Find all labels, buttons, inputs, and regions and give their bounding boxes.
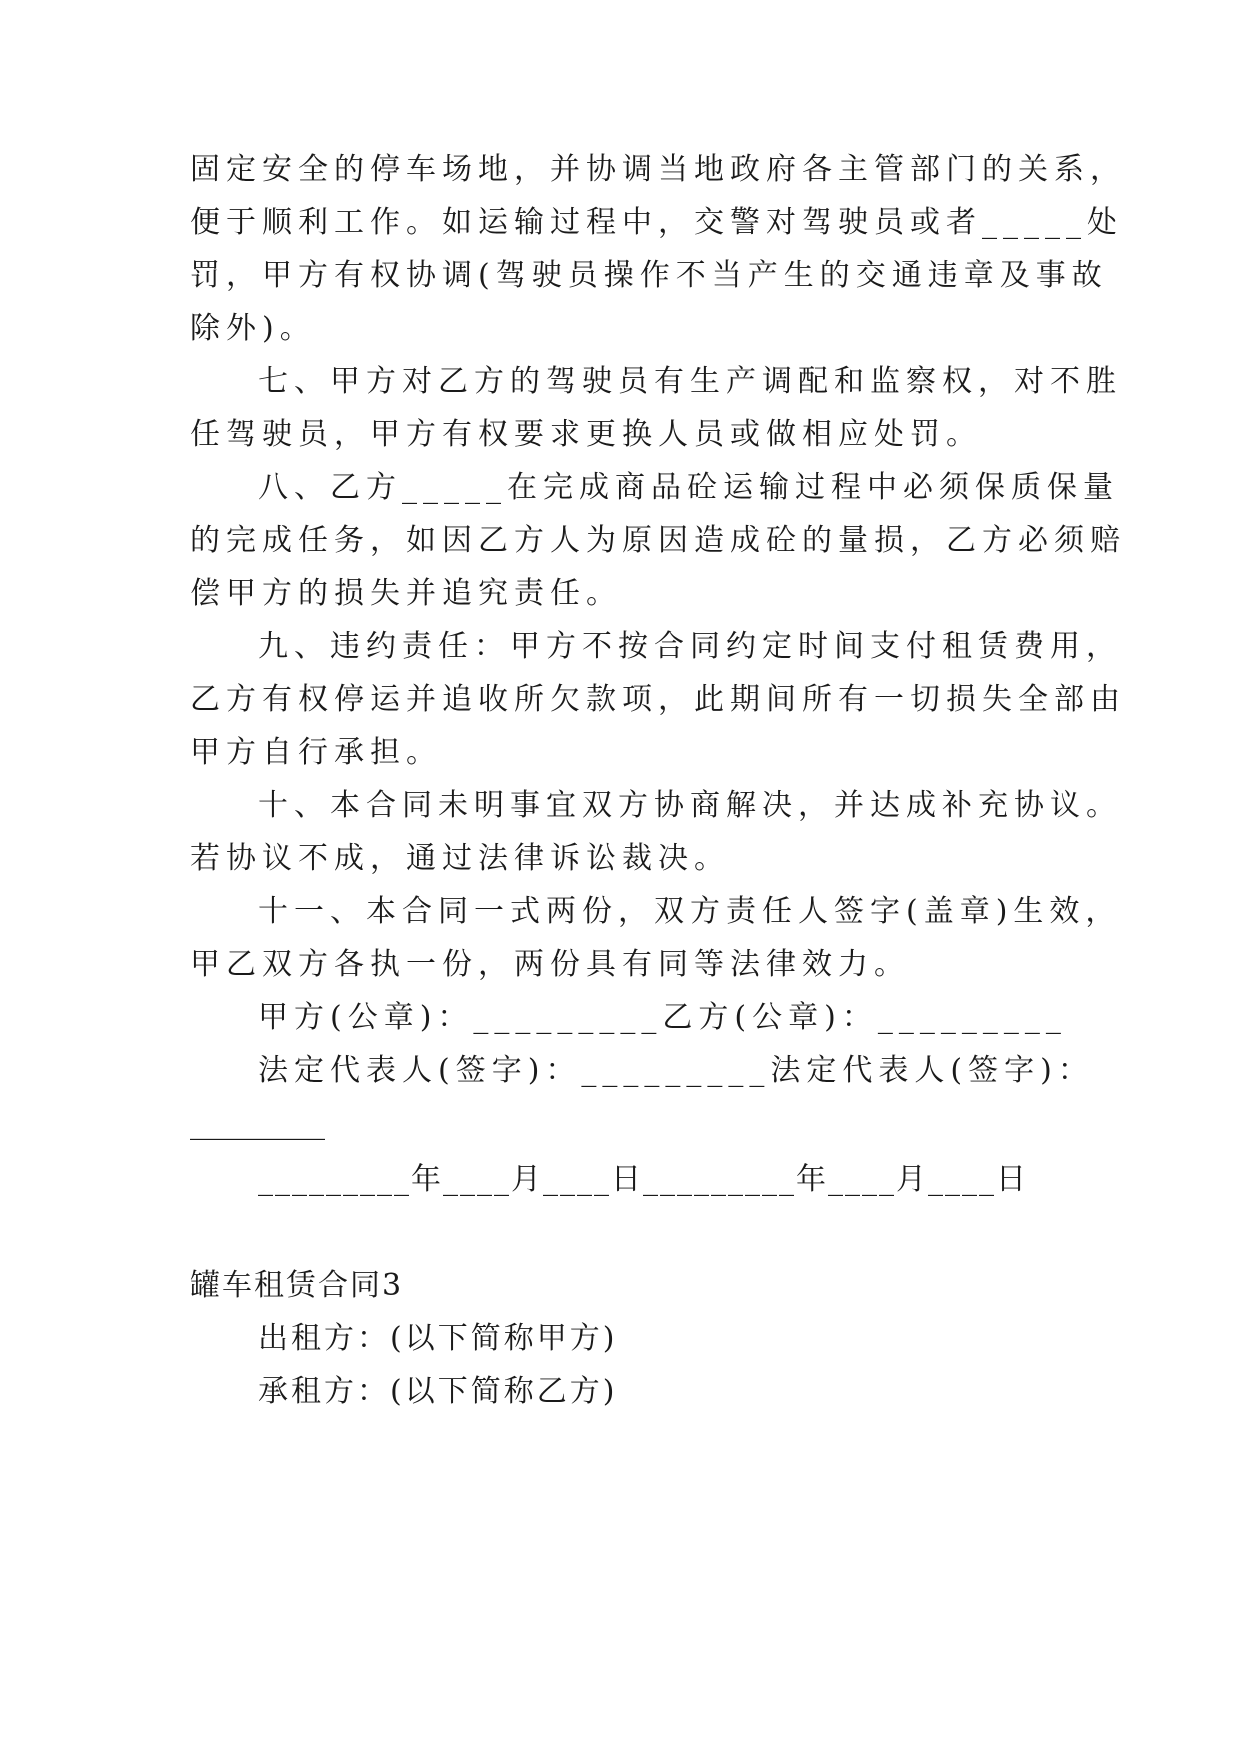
text-line-3: 罚，甲方有权协调(驾驶员操作不当产生的交通违章及事故 — [190, 258, 1108, 293]
signature-representative-line: 法定代表人(签字)：_________法定代表人(签字)： — [258, 1053, 1094, 1088]
clause-9-line-1: 九、违约责任：甲方不按合同约定时间支付租赁费用， — [258, 629, 1122, 664]
section-title: 罐车租赁合同3 — [190, 1268, 404, 1303]
text-line-4: 除外)。 — [190, 311, 316, 346]
text-line-1: 固定安全的停车场地，并协调当地政府各主管部门的关系， — [190, 152, 1126, 187]
clause-10-line-2: 若协议不成，通过法律诉讼裁决。 — [190, 841, 730, 876]
lessor-line: 出租方：(以下简称甲方) — [258, 1321, 618, 1356]
clause-7-line-2: 任驾驶员，甲方有权要求更换人员或做相应处罚。 — [190, 417, 982, 452]
signature-seal-line: 甲方(公章)：_________乙方(公章)：_________ — [258, 1000, 1067, 1035]
clause-8-line-2: 的完成任务，如因乙方人为原因造成砼的量损，乙方必须赔 — [190, 523, 1126, 558]
clause-9-line-3: 甲方自行承担。 — [190, 735, 442, 770]
date-line: _________年____月____日_________年____月____日 — [258, 1162, 1028, 1197]
signature-blank-line: _________ — [190, 1106, 325, 1141]
lessee-line: 承租方：(以下简称乙方) — [258, 1374, 618, 1409]
clause-10-line-1: 十、本合同未明事宜双方协商解决，并达成补充协议。 — [258, 788, 1122, 823]
clause-8-line-3: 偿甲方的损失并追究责任。 — [190, 576, 622, 611]
text-line-2: 便于顺利工作。如运输过程中，交警对驾驶员或者_____处 — [190, 205, 1123, 240]
clause-11-line-2: 甲乙双方各执一份，两份具有同等法律效力。 — [190, 947, 910, 982]
clause-8-line-1: 八、乙方_____在完成商品砼运输过程中必须保质保量 — [258, 470, 1119, 505]
clause-11-line-1: 十一、本合同一式两份，双方责任人签字(盖章)生效， — [258, 894, 1122, 929]
clause-9-line-2: 乙方有权停运并追收所欠款项，此期间所有一切损失全部由 — [190, 682, 1126, 717]
clause-7-line-1: 七、甲方对乙方的驾驶员有生产调配和监察权，对不胜 — [258, 364, 1122, 399]
